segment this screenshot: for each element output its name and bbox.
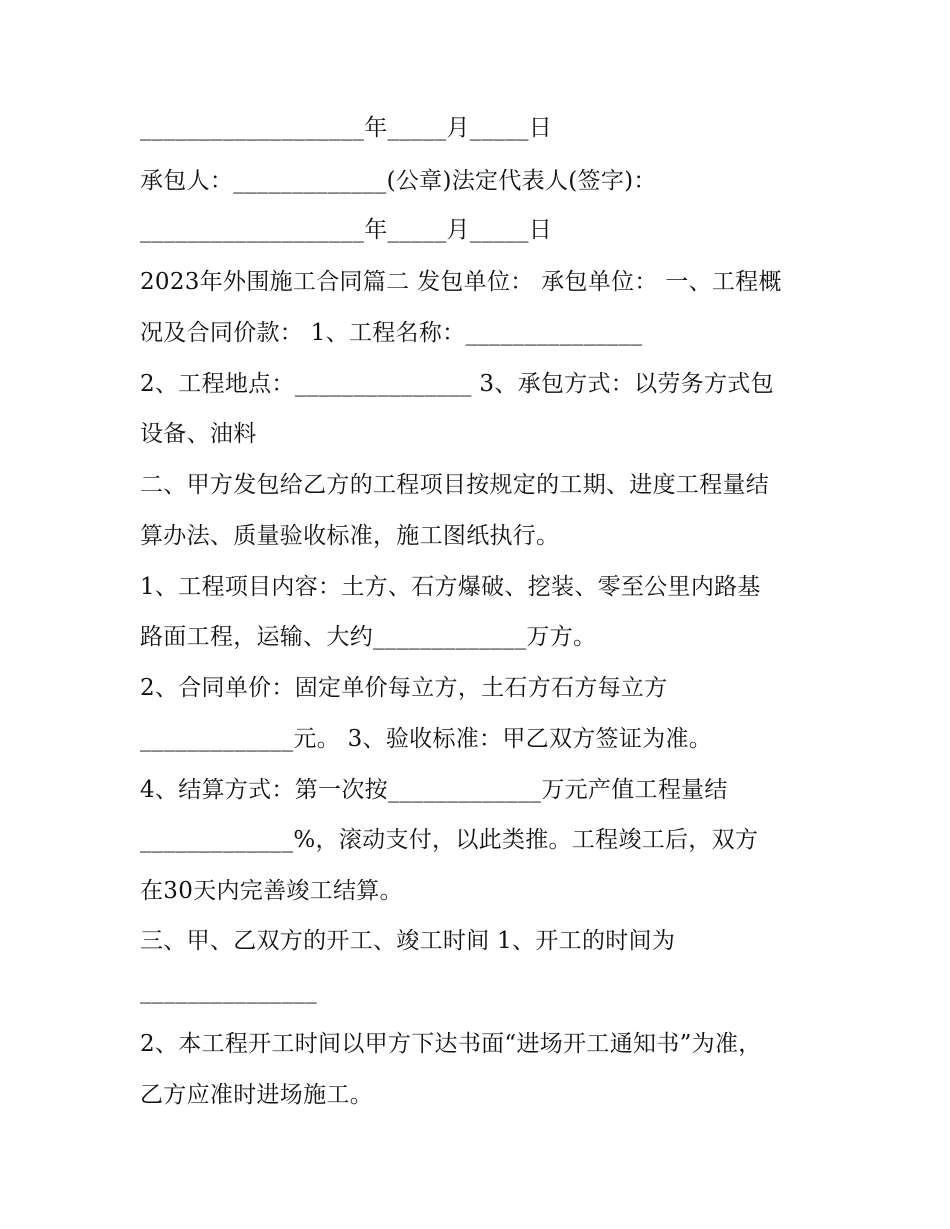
text-line: 2、本工程开工时间以甲方下达书面“进场开工通知书”为准， <box>140 1031 762 1057</box>
text-line: 乙方应准时进场施工。 <box>140 1082 373 1108</box>
text-line: _______________ <box>140 978 317 1004</box>
text-line: ___________________年_____月_____日 <box>140 217 553 243</box>
text-line: 二、甲方发包给乙方的工程项目按规定的工期、进度工程量结 <box>140 472 770 498</box>
text-line: 设备、油料 <box>140 421 257 447</box>
text-line: 1、工程项目内容：土方、石方爆破、挖装、零至公里内路基 <box>140 574 761 600</box>
text-line: ___________________年_____月_____日 <box>140 115 553 141</box>
text-line: 三、甲、乙双方的开工、竣工时间 1、开工的时间为 <box>140 928 676 954</box>
text-line: 承包人：_____________(公章)法定代表人(签字)： <box>140 168 657 194</box>
text-line: 路面工程，运输、大约_____________万方。 <box>140 624 597 650</box>
text-line: 算办法、质量验收标准，施工图纸执行。 <box>140 523 560 549</box>
text-line: 2、合同单价：固定单价每立方，土石方石方每立方 <box>140 675 668 701</box>
text-line: _____________元。 3、验收标准：甲乙双方签证为准。 <box>140 726 713 752</box>
text-line: 4、结算方式：第一次按_____________万元产值工程量结 <box>140 777 728 803</box>
text-line: 2、工程地点：_______________ 3、承包方式：以劳务方式包 <box>140 371 774 397</box>
text-line: 在30天内完善竣工结算。 <box>140 878 403 904</box>
text-line: 2023年外围施工合同篇二 发包单位： 承包单位： 一、工程概 <box>140 269 782 295</box>
text-line: _____________%，滚动支付，以此类推。工程竣工后，双方 <box>140 827 759 853</box>
text-line: 况及合同价款： 1、工程名称：_______________ <box>140 320 643 346</box>
